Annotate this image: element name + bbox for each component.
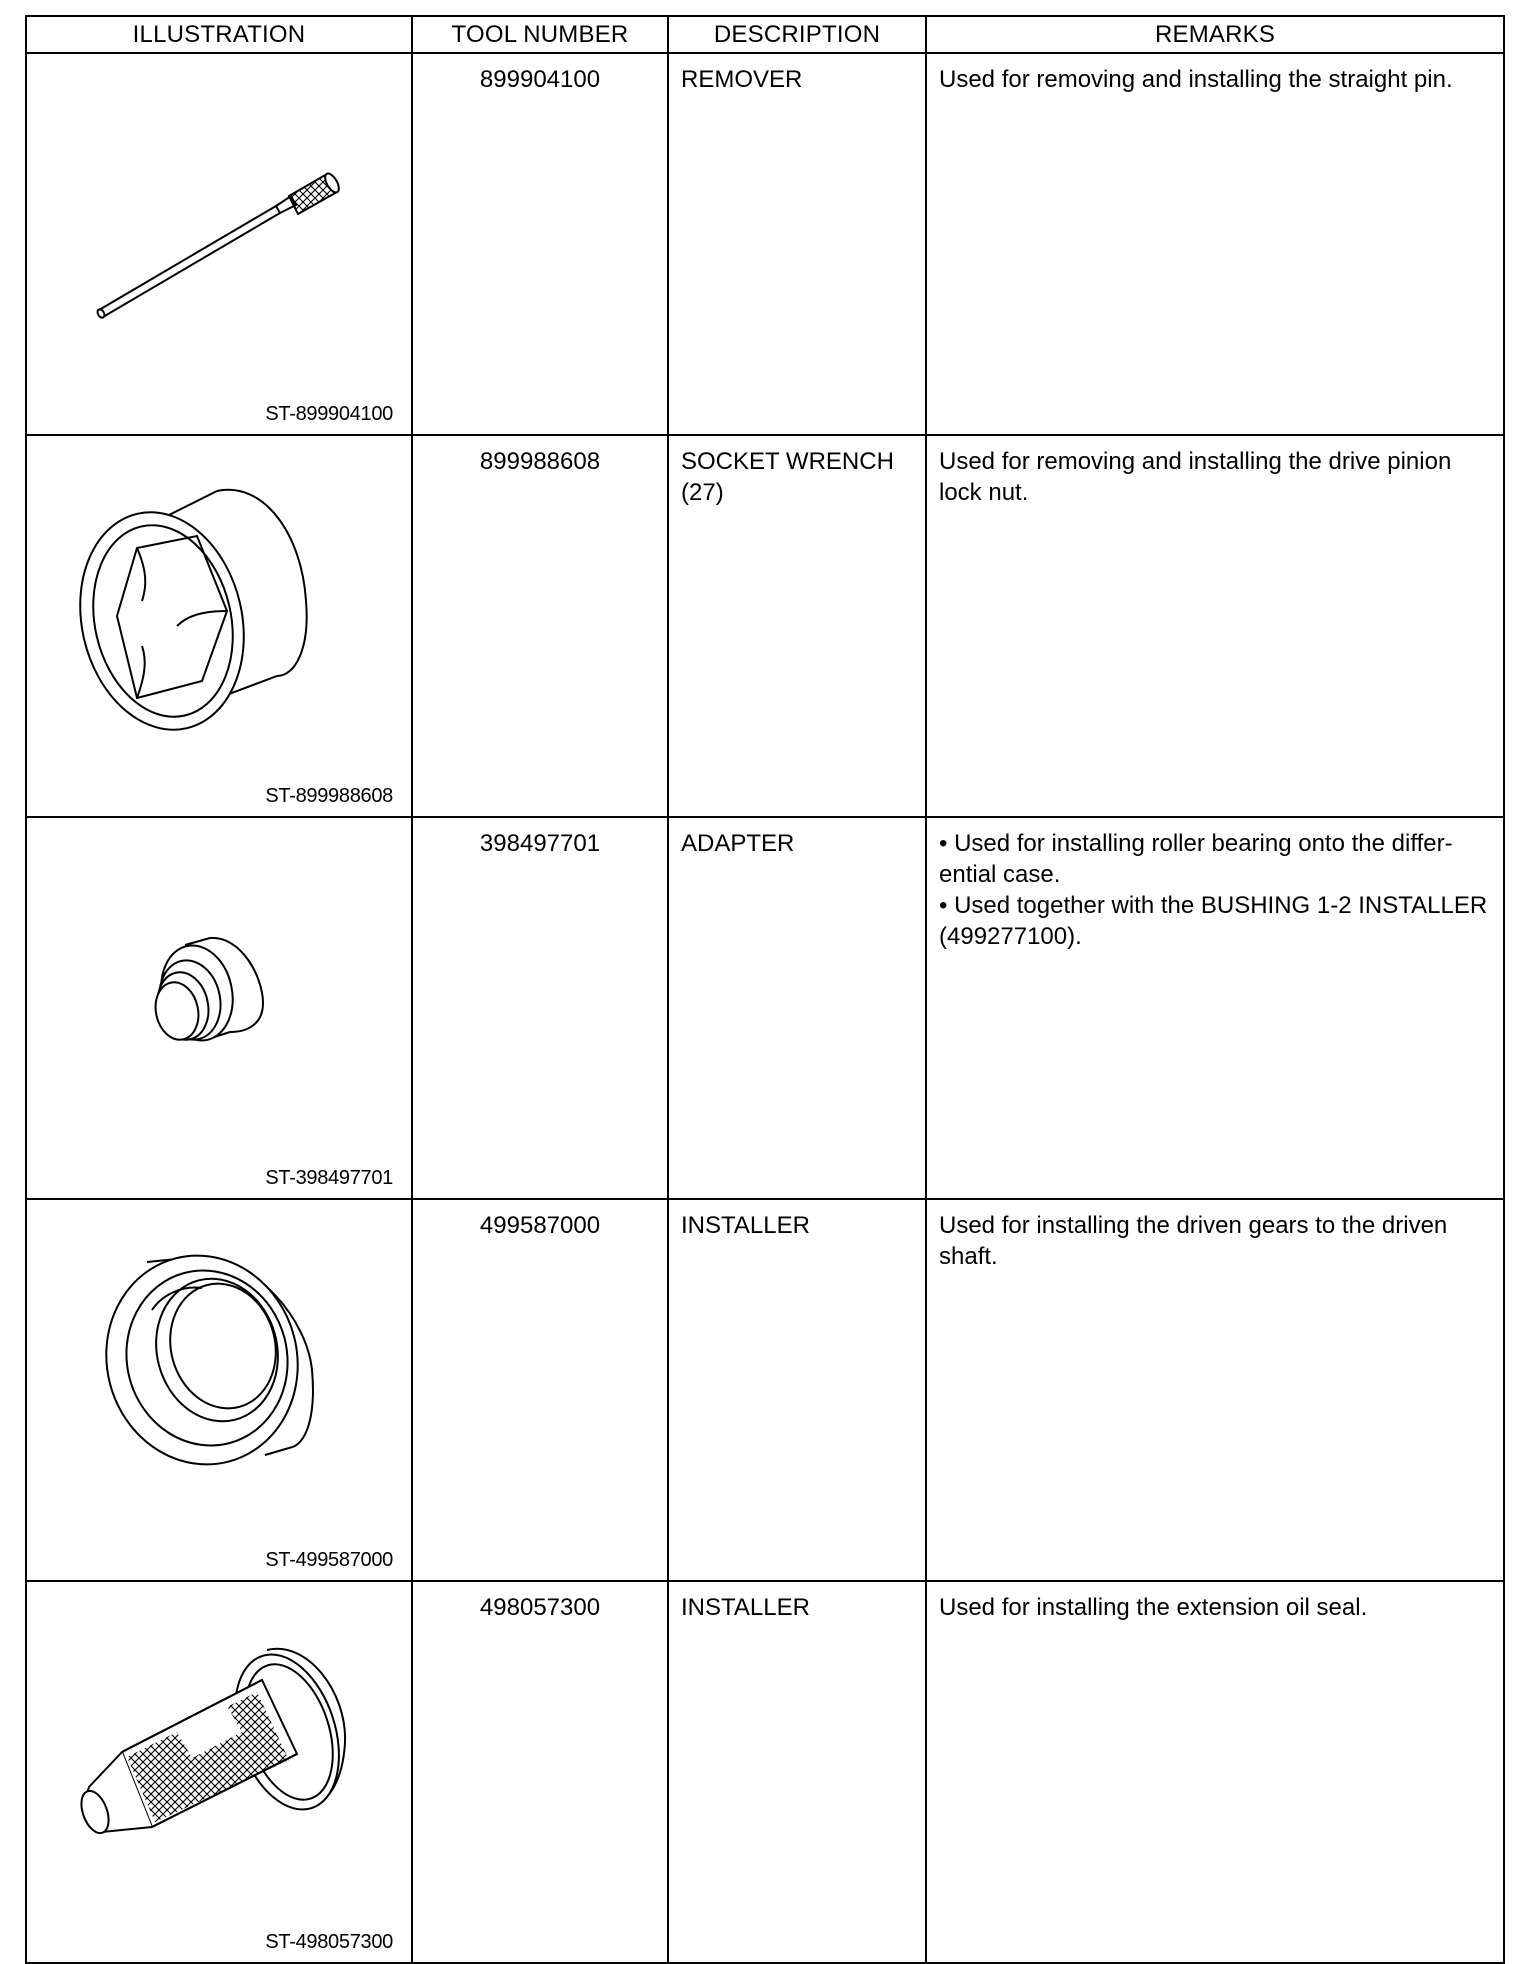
seal-installer-icon — [27, 1582, 411, 1952]
tool-number-cell: 498057300 — [412, 1581, 668, 1963]
adapter-icon — [27, 818, 411, 1188]
illustration-cell — [26, 817, 412, 1199]
table-row — [26, 1199, 1504, 1581]
description-cell: REMOVER — [668, 53, 926, 435]
illustration-label: ST-498057300 — [265, 1931, 393, 1953]
illustration-cell — [26, 53, 412, 435]
illustration-cell — [26, 1199, 412, 1581]
table-row — [26, 817, 1504, 1199]
remark-line: Used for installing the driven gears to the driven shaft. — [939, 1212, 1448, 1270]
description-cell: INSTALLER — [668, 1581, 926, 1963]
remark-line: Used for removing and installing the straight pin. — [939, 66, 1453, 93]
description-cell: SOCKET WRENCH (27) — [668, 435, 926, 817]
remark-line: Used for installing the extension oil seal. — [939, 1594, 1368, 1621]
illustration-label: ST-899904100 — [265, 403, 393, 425]
header-tool-number: TOOL NUMBER — [412, 16, 668, 53]
table-header-row — [26, 16, 1504, 53]
illustration-label: ST-398497701 — [265, 1167, 393, 1189]
remarks-cell — [926, 435, 1504, 817]
remark-line: Used for removing and installing the drive pinion lock nut. — [939, 448, 1452, 506]
description-cell: INSTALLER — [668, 1199, 926, 1581]
tool-number-cell: 398497701 — [412, 817, 668, 1199]
header-illustration: ILLUSTRATION — [26, 16, 412, 53]
remark-line: • Used for installing roller bearing onto the differ-ential case. — [939, 830, 1453, 888]
table-row — [26, 435, 1504, 817]
description-cell: ADAPTER — [668, 817, 926, 1199]
pin-remover-icon — [27, 54, 411, 424]
ring-installer-icon — [27, 1200, 411, 1570]
remarks-cell — [926, 1581, 1504, 1963]
tool-number-cell: 499587000 — [412, 1199, 668, 1581]
illustration-label: ST-499587000 — [265, 1549, 393, 1571]
special-tools-table — [25, 15, 1505, 1964]
header-description: DESCRIPTION — [668, 16, 926, 53]
tool-number-cell: 899988608 — [412, 435, 668, 817]
socket-wrench-icon — [27, 436, 411, 806]
illustration-cell — [26, 1581, 412, 1963]
tool-number-cell: 899904100 — [412, 53, 668, 435]
remarks-cell — [926, 1199, 1504, 1581]
remarks-cell — [926, 53, 1504, 435]
table-row — [26, 1581, 1504, 1963]
illustration-label: ST-899988608 — [265, 785, 393, 807]
table-row — [26, 53, 1504, 435]
remark-line: • Used together with the BUSHING 1-2 INSTALLER (499277100). — [939, 892, 1488, 950]
header-remarks: REMARKS — [926, 16, 1504, 53]
remarks-cell — [926, 817, 1504, 1199]
illustration-cell — [26, 435, 412, 817]
